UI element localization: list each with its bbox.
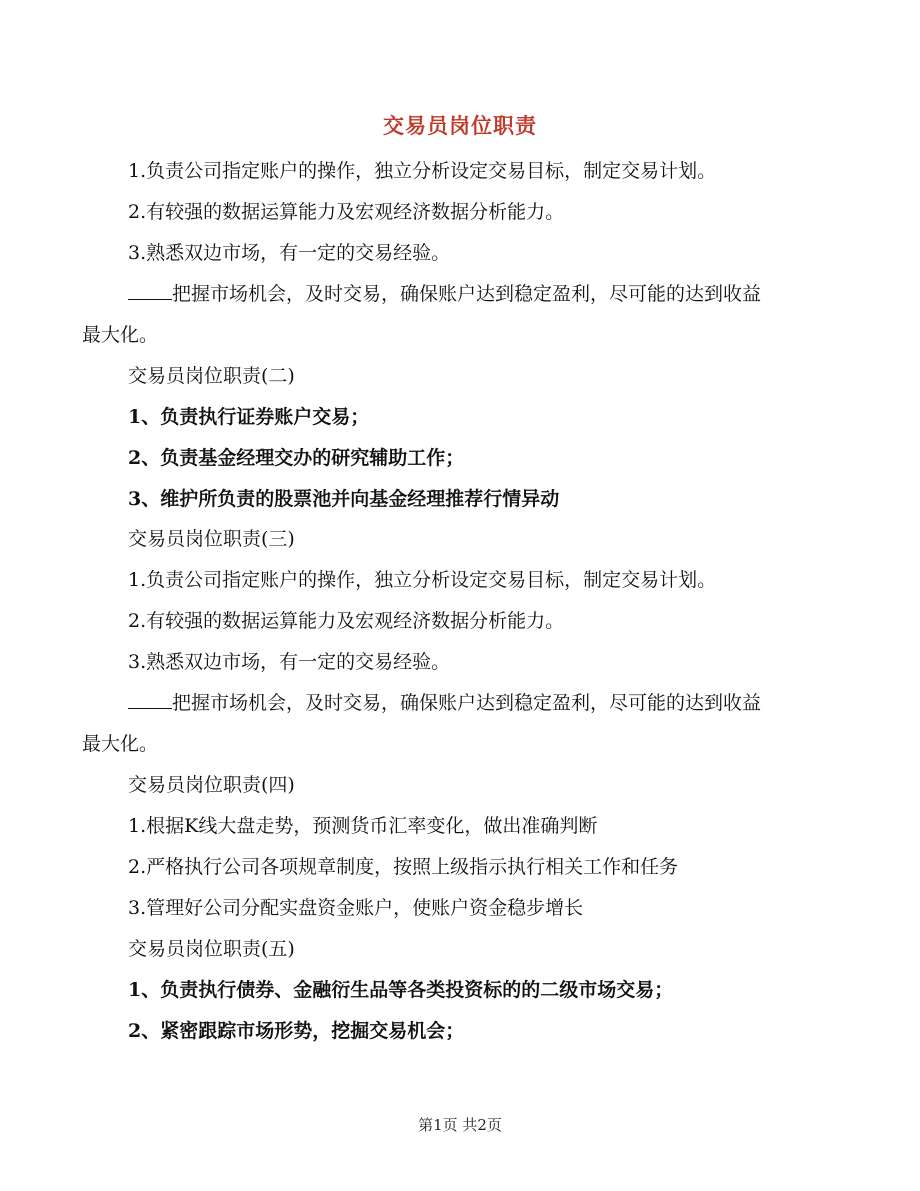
s4-item-1: 1.根据K线大盘走势，预测货币汇率变化，做出准确判断 xyxy=(128,815,598,837)
s1-item-1: 1.负责公司指定账户的操作，独立分析设定交易目标，制定交易计划。 xyxy=(128,160,717,182)
s1-item-3: 3.熟悉双边市场，有一定的交易经验。 xyxy=(128,242,451,264)
section-heading-4: 交易员岗位职责(四) xyxy=(128,774,295,796)
section-heading-3: 交易员岗位职责(三) xyxy=(128,528,295,550)
section-heading-5: 交易员岗位职责(五) xyxy=(128,938,295,960)
s4-item-3: 3.管理好公司分配实盘资金账户，使账户资金稳步增长 xyxy=(128,897,584,919)
s3-item-3: 3.熟悉双边市场，有一定的交易经验。 xyxy=(128,651,451,673)
fill-in-blank xyxy=(128,690,172,709)
s1-item-4 xyxy=(128,281,761,307)
page-footer: 第1页 共2页 xyxy=(418,1116,502,1134)
s2-item-2: 2、负责基金经理交办的研究辅助工作； xyxy=(128,447,465,469)
s3-item-4-cont: 最大化。 xyxy=(82,733,159,755)
s2-item-3: 3、维护所负责的股票池并向基金经理推荐行情异动 xyxy=(128,488,560,510)
s4-item-2: 2.严格执行公司各项规章制度，按照上级指示执行相关工作和任务 xyxy=(128,856,679,878)
s3-item-2: 2.有较强的数据运算能力及宏观经济数据分析能力。 xyxy=(128,610,565,632)
s1-item-4-text: 把握市场机会，及时交易，确保账户达到稳定盈利，尽可能的达到收益 xyxy=(172,283,762,305)
fill-in-blank xyxy=(128,281,172,300)
s3-item-4-text: 把握市场机会，及时交易，确保账户达到稳定盈利，尽可能的达到收益 xyxy=(172,692,762,714)
s3-item-4 xyxy=(128,690,761,716)
s5-item-2: 2、紧密跟踪市场形势，挖掘交易机会； xyxy=(128,1020,465,1042)
s2-item-1: 1、负责执行证券账户交易； xyxy=(128,406,370,428)
document-title: 交易员岗位职责 xyxy=(383,113,537,138)
s3-item-1: 1.负责公司指定账户的操作，独立分析设定交易目标，制定交易计划。 xyxy=(128,569,717,591)
s5-item-1: 1、负责执行债券、金融衍生品等各类投资标的的二级市场交易； xyxy=(128,979,674,1001)
section-heading-2: 交易员岗位职责(二) xyxy=(128,365,295,387)
s1-item-4-cont: 最大化。 xyxy=(82,324,159,346)
s1-item-2: 2.有较强的数据运算能力及宏观经济数据分析能力。 xyxy=(128,201,565,223)
